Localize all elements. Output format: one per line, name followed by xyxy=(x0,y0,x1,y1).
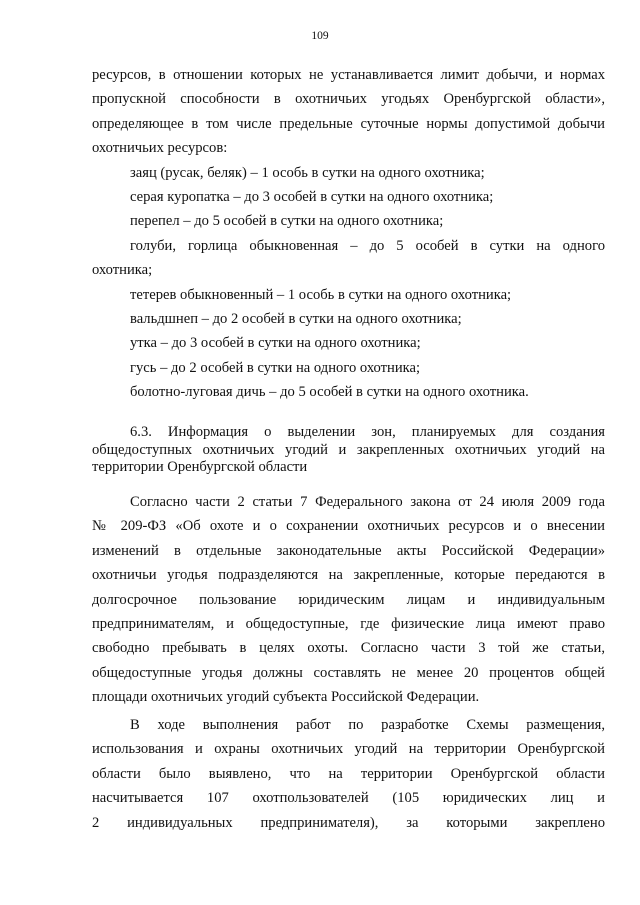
norm-duck: утка – до 3 особей в сутки на одного охотника; xyxy=(130,335,421,352)
intro-line-3: определяющее в том числе предельные суточные нормы допустимой добычи xyxy=(92,115,605,132)
law-paragraph xyxy=(92,490,605,710)
norm-quail: перепел – до 5 особей в сутки на одного охотника; xyxy=(130,213,444,230)
norm-goose: гусь – до 2 особей в сутки на одного охотника; xyxy=(130,359,421,376)
work-line-5: 2 индивидуальных предпринимателя), за которыми закреплено xyxy=(92,814,605,831)
norm-pigeons-line-1: голуби, горлица обыкновенная – до 5 особей в сутки на одного xyxy=(130,237,605,254)
norm-pigeons-line-2: охотника; xyxy=(92,262,153,279)
norm-hare: заяц (русак, беляк) – 1 особь в сутки на одного охотника; xyxy=(130,164,485,181)
work-line-3: области было выявлено, что на территории Оренбургской области xyxy=(92,765,605,782)
law-line-2: № 209-ФЗ «Об охоте и о сохранении охотничьих ресурсов и о внесении xyxy=(92,518,605,535)
norm-black-grouse: тетерев обыкновенный – 1 особь в сутки на одного охотника; xyxy=(130,286,512,303)
norm-woodcock: вальдшнеп – до 2 особей в сутки на одного охотника; xyxy=(130,311,462,328)
norm-marsh-game: болотно-луговая дичь – до 5 особей в сутки на одного охотника. xyxy=(130,384,529,401)
work-line-1: В ходе выполнения работ по разработке Схемы размещения, xyxy=(130,717,605,733)
norm-partridge: серая куропатка – до 3 особей в сутки на одного охотника; xyxy=(130,189,494,206)
intro-line-1: ресурсов, в отношении которых не устанавливается лимит добычи, и нормах xyxy=(92,67,605,83)
law-line-7: свободно пребывать в целях охоты. Согласно части 3 той же статьи, xyxy=(92,640,605,657)
law-line-1: Согласно части 2 статьи 7 Федерального закона от 24 июля 2009 года xyxy=(130,494,605,510)
law-line-8: общедоступные угодья должны составлять не менее 20 процентов общей xyxy=(92,664,605,681)
work-paragraph xyxy=(92,713,605,835)
law-line-3: изменений в отдельные законодательные акты Российской Федерации» xyxy=(92,542,605,559)
intro-line-2: пропускной способности в охотничьих угодьях Оренбургской области», xyxy=(92,91,605,108)
law-line-6: предпринимателям, и общедоступные, где физические лица имеют право xyxy=(92,616,605,633)
law-line-9: площади охотничьих угодий субъекта Российской Федерации. xyxy=(92,689,480,706)
law-line-4: охотничьи угодья подразделяются на закрепленные, которые передаются в xyxy=(92,567,605,584)
work-line-2: использования и охраны охотничьих угодий на территории Оренбургской xyxy=(92,741,605,758)
law-line-5: долгосрочное пользование юридическим лицам и индивидуальным xyxy=(92,591,605,608)
section-heading-line-2: общедоступных охотничьих угодий и закрепленных охотничьих угодий на xyxy=(92,441,605,458)
section-heading-line-1: 6.3. Информация о выделении зон, планируемых для создания xyxy=(130,424,605,440)
page-number: 109 xyxy=(311,30,329,42)
work-line-4: насчитывается 107 охотпользователей (105 юридических лиц и xyxy=(92,790,605,807)
intro-line-4: охотничьих ресурсов: xyxy=(92,140,228,157)
intro-paragraph xyxy=(92,63,605,405)
section-heading-line-3: территории Оренбургской области xyxy=(92,459,308,476)
section-heading xyxy=(92,424,605,477)
